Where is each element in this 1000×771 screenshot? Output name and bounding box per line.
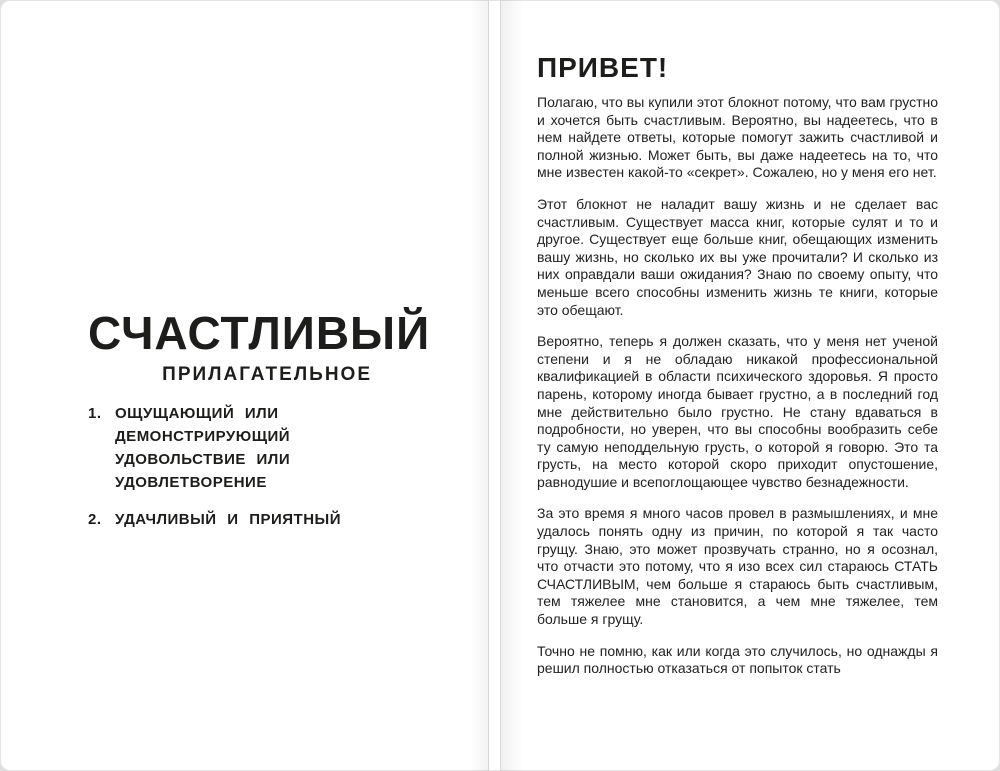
chapter-heading: ПРИВЕТ! [537,52,669,83]
right-page [501,0,1000,771]
word-title: СЧАСТЛИВЫЙ [88,307,431,359]
definition-number: 1. [88,405,102,422]
body-paragraph: Вероятно, теперь я должен сказать, что у меня нет ученой степени и я не обладаю никакой профессиональной квалификацией в области психического здоровья. Я просто парень, которому иногда бывает грустно, а в последний год мне действительно было грустно. Не стану вдаваться в подробности, но уверен, что вы способны вообразить себе ту самую неподдельную грусть, о которой я говорю. Это та грусть, на место которой скоро приходит опустошение, равнодушие и всепоглощающее чувство безнадежности. [537,333,938,490]
body-paragraph: Полагаю, что вы купили этот блокнот потому, что вам грустно и хочется быть счастливым. Вероятно, вы надеетесь, что в нем найдете ответы, которые помогут зажить счастливой и полной жизнью. Может быть, вы даже надеетесь на то, что мне известен какой-то «секрет». Сожалею, но у меня его нет. [537,94,938,181]
definition-item [88,508,430,531]
left-page [0,0,488,771]
part-of-speech-label: ПРИЛАГАТЕЛЬНОЕ [162,364,372,385]
title-block [88,307,431,386]
gutter-shadow-left [470,0,488,771]
definition-item [88,402,430,494]
body-paragraph: Этот блокнот не наладит вашу жизнь и не сделает вас счастливым. Существует масса книг, которые сулят и то и другое. Существует еще больше книг, обещающих изменить вашу жизнь, но сколько их вы уже прочитали? И сколько из них оправдали ваши ожидания? Знаю по своему опыту, что меньше всего способны изменить жизнь те книги, которые это обещают. [537,195,938,318]
definition-list [88,402,430,545]
body-paragraph: Точно не помню, как или когда это случилось, но однажды я решил полностью отказаться от попыток стать [537,642,938,677]
definition-text: УДАЧЛИВЫЙ И ПРИЯТНЫЙ [115,511,342,528]
body-paragraph: За это время я много часов провел в размышлениях, и мне удалось понять одну из причин, по которой я так часто грущу. Знаю, это может прозвучать странно, но я осознал, что отчасти это потому, что я изо всех сил стараюсь СТАТЬ СЧАСТЛИВЫМ, чем больше я стараюсь быть счастливым, тем тяжелее мне становится, а чем мне тяжелее, тем больше я грущу. [537,505,938,628]
definition-text: ОЩУЩАЮЩИЙ ИЛИ ДЕМОНСТРИРУЮЩИЙ УДОВОЛЬСТВИЕ ИЛИ УДОВЛЕТВОРЕНИЕ [115,405,291,491]
gutter-line [488,0,489,771]
definition-number: 2. [88,511,102,528]
